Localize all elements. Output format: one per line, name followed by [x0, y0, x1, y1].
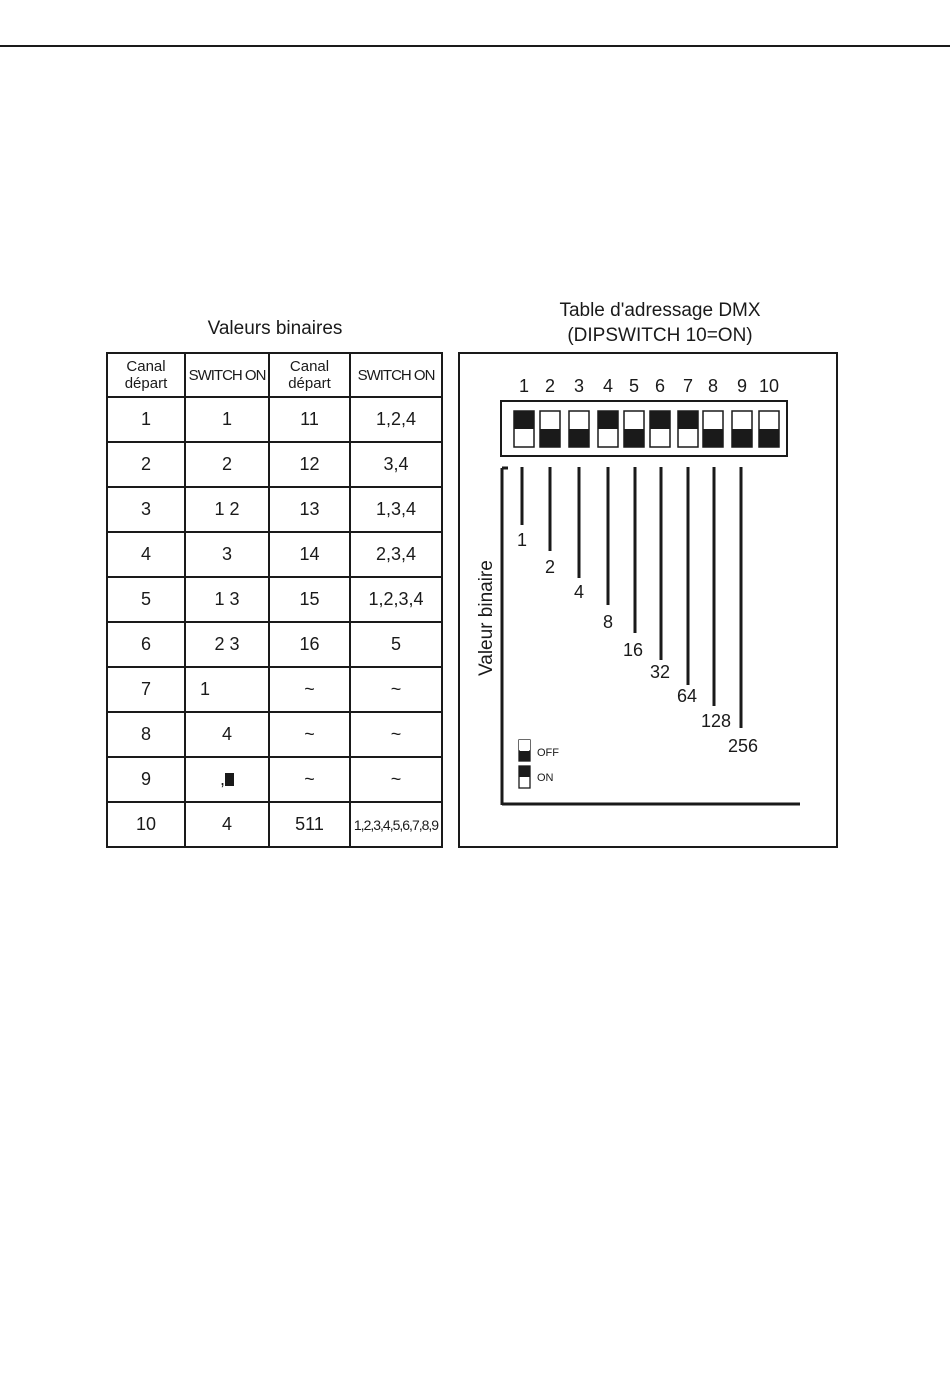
dipswitch-3 — [569, 411, 589, 447]
canal-cell: 7 — [107, 667, 185, 712]
canal-cell: 11 — [269, 397, 350, 442]
canal-cell: 8 — [107, 712, 185, 757]
canal-cell: 13 — [269, 487, 350, 532]
dipswitch-10 — [759, 411, 779, 447]
value-label-128: 128 — [700, 711, 732, 731]
canal-cell: ~ — [269, 712, 350, 757]
table-row — [107, 802, 442, 847]
switch-cell: 1,3,4 — [350, 487, 442, 532]
value-label-1: 1 — [516, 530, 528, 550]
header-switch-on-1: SWITCH ON — [185, 353, 269, 397]
switch-cell: 1 — [185, 667, 269, 712]
canal-cell: 3 — [107, 487, 185, 532]
canal-cell: 15 — [269, 577, 350, 622]
switch-cell: 5 — [350, 622, 442, 667]
switch-number-4: 4 — [602, 376, 614, 396]
value-label-16: 16 — [622, 640, 644, 660]
canal-cell: 9 — [107, 757, 185, 802]
switch-cell: 1,2,3,4,5,6,7,8,9 — [350, 802, 442, 847]
header-canal-depart-1: Canal départ — [107, 353, 185, 397]
legend-on-top — [519, 766, 530, 777]
legend — [519, 740, 559, 788]
dipswitch-9 — [732, 411, 752, 447]
switch-number-3: 3 — [573, 376, 585, 396]
dipswitch-4 — [598, 411, 618, 447]
canal-cell: 10 — [107, 802, 185, 847]
table-row — [107, 442, 442, 487]
table-row — [107, 712, 442, 757]
dipswitch-6 — [650, 411, 670, 447]
canal-cell: ~ — [269, 667, 350, 712]
switch-cell: 1 2 — [185, 487, 269, 532]
switch-cell: 3 — [185, 532, 269, 577]
value-label-32: 32 — [649, 662, 671, 682]
switch-cell: 2 3 — [185, 622, 269, 667]
switch-cell: 2 — [185, 442, 269, 487]
table-row — [107, 577, 442, 622]
switch-number-6: 6 — [654, 376, 666, 396]
dmx-title-line2: (DIPSWITCH 10=ON) — [567, 325, 753, 346]
switch-cell: 4 — [185, 712, 269, 757]
canal-cell: 12 — [269, 442, 350, 487]
value-label-8: 8 — [602, 612, 614, 632]
switch-cell: 1,2,4 — [350, 397, 442, 442]
switch-cell: 2,3,4 — [350, 532, 442, 577]
dipswitch-5 — [624, 411, 644, 447]
dipswitch-panel — [458, 352, 838, 848]
header-canal-depart-2: Canal départ — [269, 353, 350, 397]
dipswitch-8 — [703, 411, 723, 447]
switch-cell: ~ — [350, 757, 442, 802]
switch-number-2: 2 — [544, 376, 556, 396]
header-switch-on-2: SWITCH ON — [350, 353, 442, 397]
switch-cell: 1 3 — [185, 577, 269, 622]
switch-number-1: 1 — [518, 376, 530, 396]
legend-off-label: OFF — [537, 747, 559, 759]
value-label-256: 256 — [727, 736, 759, 756]
canal-cell: 5 — [107, 577, 185, 622]
dipswitch-2 — [540, 411, 560, 447]
canal-cell: 14 — [269, 532, 350, 577]
table-row — [107, 622, 442, 667]
canal-cell: 2 — [107, 442, 185, 487]
switch-cell: 1 — [185, 397, 269, 442]
switch-number-8: 8 — [707, 376, 719, 396]
value-label-4: 4 — [573, 582, 585, 602]
switch-cell: 3,4 — [350, 442, 442, 487]
switch-cell — [185, 757, 269, 802]
switch-cell: ~ — [350, 712, 442, 757]
table-row — [107, 532, 442, 577]
binary-values-table — [106, 352, 443, 848]
binary-values-title: Valeurs binaires — [207, 318, 343, 339]
legend-off-top — [519, 740, 530, 750]
dipswitch-1 — [514, 411, 534, 447]
axis-label: Valeur binaire — [476, 560, 497, 676]
switch-number-10: 10 — [758, 376, 780, 396]
top-rule — [0, 45, 950, 47]
canal-cell: 4 — [107, 532, 185, 577]
canal-cell: 1 — [107, 397, 185, 442]
canal-cell: 16 — [269, 622, 350, 667]
legend-off-bottom — [519, 751, 530, 761]
dmx-address-title — [460, 298, 860, 348]
table-row — [107, 487, 442, 532]
switch-number-5: 5 — [628, 376, 640, 396]
legend-on-label: ON — [537, 772, 554, 784]
table-row — [107, 397, 442, 442]
filled-square-icon — [225, 773, 234, 786]
switch-cell: 4 — [185, 802, 269, 847]
switch-number-7: 7 — [682, 376, 694, 396]
dipswitch-7 — [678, 411, 698, 447]
dipswitch-diagram — [460, 354, 840, 850]
table-row — [107, 757, 442, 802]
switch-number-9: 9 — [736, 376, 748, 396]
canal-cell: 511 — [269, 802, 350, 847]
table-row — [107, 667, 442, 712]
value-label-2: 2 — [544, 557, 556, 577]
switch-cell: ~ — [350, 667, 442, 712]
table-header-row — [107, 353, 442, 397]
switch-cell-text: , — [219, 769, 225, 789]
switch-cell: 1,2,3,4 — [350, 577, 442, 622]
canal-cell: ~ — [269, 757, 350, 802]
value-label-64: 64 — [676, 686, 698, 706]
canal-cell: 6 — [107, 622, 185, 667]
dmx-title-line1: Table d'adressage DMX — [559, 300, 761, 321]
